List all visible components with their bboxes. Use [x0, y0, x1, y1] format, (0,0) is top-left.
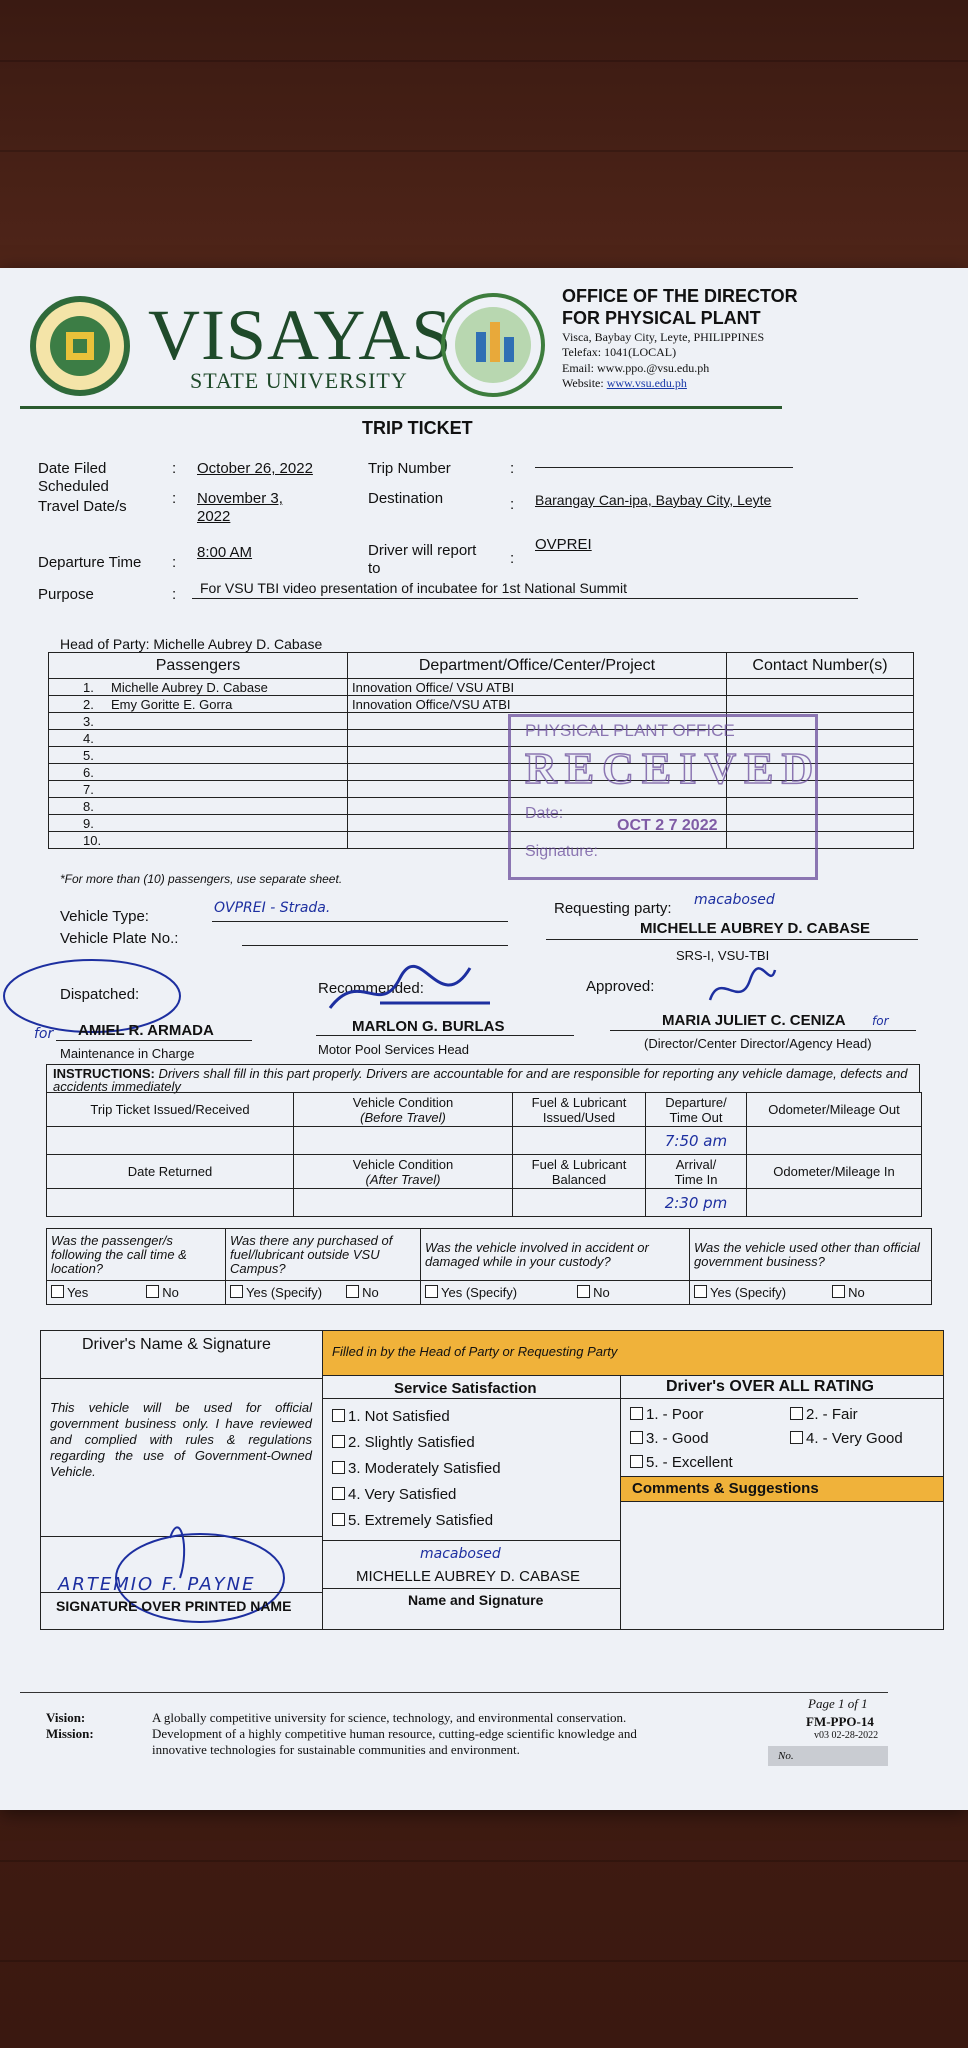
question-4: Was the vehicle used other than official government business? — [690, 1229, 932, 1281]
time-in-value: 2:30 pm — [646, 1189, 747, 1217]
checkbox[interactable] — [51, 1285, 64, 1298]
physical-plant-gear-logo — [440, 292, 546, 398]
passenger-name: Emy Goritte E. Gorra — [111, 696, 233, 712]
mission-label: Mission: — [46, 1726, 94, 1741]
date-filed-value: October 26, 2022 — [197, 460, 313, 477]
service-option-5[interactable]: 5. Extremely Satisfied — [332, 1512, 493, 1529]
passenger-name: Michelle Aubrey D. Cabase — [111, 679, 268, 695]
approved-title: (Director/Center Director/Agency Head) — [644, 1036, 872, 1051]
office-website — [562, 376, 687, 391]
approved-label: Approved: — [586, 978, 655, 995]
form-number-label: No. — [778, 1750, 794, 1762]
table-row: 8. — [49, 798, 914, 815]
recommended-label: Recommended: — [318, 980, 424, 997]
vehicle-condition-after: Vehicle Condition (After Travel) — [294, 1155, 513, 1189]
fuel-balanced-header: Fuel & Lubricant Balanced — [513, 1155, 646, 1189]
dispatched-title: Maintenance in Charge — [60, 1046, 195, 1061]
table-row: 5. — [49, 747, 914, 764]
service-header: Service Satisfaction — [394, 1380, 537, 1397]
office-address: Visca, Baybay City, Leyte, PHILIPPINES — [562, 330, 765, 344]
requesting-title: SRS-I, VSU-TBI — [676, 948, 770, 963]
purpose-value: For VSU TBI video presentation of incubatee for 1st National Summit — [200, 580, 627, 596]
rater-signature: macabosed — [420, 1546, 501, 1562]
trip-ticket-document — [0, 268, 968, 1810]
travel-date-value-1: November 3, — [197, 490, 283, 507]
stamp-signature-label: Signature: — [525, 843, 598, 860]
q4-yes-option[interactable]: Yes (Specify) — [694, 1285, 786, 1300]
checkbox[interactable] — [790, 1431, 803, 1444]
approved-line — [610, 1030, 916, 1031]
checkbox[interactable] — [425, 1285, 438, 1298]
departure-time-label: Departure Time — [38, 554, 142, 571]
table-row: 10. — [49, 832, 914, 849]
wood-grain — [0, 1960, 968, 1962]
wood-grain — [0, 1860, 968, 1862]
trip-number-label: Trip Number — [368, 460, 451, 477]
trip-record-table — [46, 1092, 922, 1217]
col-passengers: Passengers — [49, 653, 348, 679]
requesting-line — [546, 939, 918, 940]
requesting-name: MICHELLE AUBREY D. CABASE — [640, 920, 871, 937]
question-1: Was the passenger/s following the call time & location? — [47, 1229, 226, 1281]
q1-no-option[interactable]: No — [146, 1285, 179, 1300]
page-number: Page 1 of 1 — [808, 1696, 868, 1711]
dispatched-line — [56, 1040, 252, 1041]
office-telefax: Telefax: 1041(LOCAL) — [562, 345, 677, 359]
destination-label: Destination — [368, 490, 444, 507]
checkbox[interactable] — [230, 1285, 243, 1298]
checkbox[interactable] — [332, 1487, 345, 1500]
checkbox[interactable] — [832, 1285, 845, 1298]
colon: : — [172, 490, 177, 507]
office-title-1: OFFICE OF THE DIRECTOR — [562, 286, 798, 306]
table-row: 7. — [49, 781, 914, 798]
approved-initials: for — [872, 1014, 889, 1028]
recommended-signature — [320, 948, 500, 1028]
stamp-received: RECEIVED — [525, 744, 822, 793]
overall-option-3[interactable]: 3. - Good — [630, 1430, 709, 1447]
checkbox[interactable] — [790, 1407, 803, 1420]
overall-option-4[interactable]: 4. - Very Good — [790, 1430, 903, 1447]
table-row: 1. Michelle Aubrey D. Cabase Innovation Office/ VSU ATBI — [49, 679, 914, 696]
arrival-header: Arrival/ Time In — [646, 1155, 747, 1189]
passenger-dept: Innovation Office/VSU ATBI — [348, 696, 727, 713]
colon: : — [510, 460, 515, 477]
requesting-signature: macabosed — [694, 892, 775, 908]
vision-text: A globally competitive university for science, technology, and environmental conservation. — [152, 1710, 627, 1725]
checkbox[interactable] — [577, 1285, 590, 1298]
q3-yes-option[interactable]: Yes (Specify) — [425, 1285, 517, 1300]
received-stamp — [508, 714, 822, 880]
rating-header-line — [323, 1398, 943, 1399]
service-option-1[interactable]: 1. Not Satisfied — [332, 1408, 450, 1425]
passenger-dept: Innovation Office/ VSU ATBI — [348, 679, 727, 696]
rating-column-divider — [620, 1375, 621, 1630]
driver-footer-line — [40, 1592, 322, 1593]
comments-area[interactable] — [622, 1502, 942, 1628]
rater-sign-line — [323, 1540, 620, 1541]
footer-divider — [20, 1692, 888, 1693]
recommended-line — [316, 1035, 574, 1036]
comments-label: Comments & Suggestions — [632, 1480, 819, 1497]
colon: : — [172, 586, 177, 603]
office-email: Email: www.ppo.@vsu.edu.ph — [562, 361, 710, 375]
question-3: Was the vehicle involved in accident or damaged while in your custody? — [421, 1229, 690, 1281]
purpose-label: Purpose — [38, 586, 94, 603]
checkbox[interactable] — [630, 1407, 643, 1420]
mission-text-1: Development of a highly competitive human resource, cutting-edge scientific knowledge and — [152, 1726, 637, 1741]
form-version: v03 02-28-2022 — [814, 1730, 879, 1741]
table-row: 9. — [49, 815, 914, 832]
checkbox[interactable] — [694, 1285, 707, 1298]
vehicle-type-label: Vehicle Type: — [60, 908, 149, 925]
rater-name-line — [323, 1588, 620, 1589]
table-row: 3. — [49, 713, 914, 730]
driver-footer: SIGNATURE OVER PRINTED NAME — [56, 1598, 292, 1614]
checkbox[interactable] — [332, 1409, 345, 1422]
q2-no-option[interactable]: No — [346, 1285, 379, 1300]
driver-header: Driver's Name & Signature — [82, 1336, 271, 1353]
website-label: Website: — [562, 376, 607, 390]
vehicle-type-line — [212, 921, 508, 922]
departure-header: Departure/ Time Out — [646, 1093, 747, 1127]
date-returned-header: Date Returned — [47, 1155, 294, 1189]
checkbox[interactable] — [630, 1431, 643, 1444]
rater-name-label: Name and Signature — [408, 1592, 544, 1608]
office-title-2: FOR PHYSICAL PLANT — [562, 308, 761, 328]
instructions-text: Drivers shall fill in this part properly. Drivers are accountable for and are responsible for reporting any vehicle damage, defects and accidents immediately — [53, 1066, 908, 1094]
q2-yes-option[interactable]: Yes (Specify) — [230, 1285, 322, 1300]
passengers-note: *For more than (10) passengers, use separate sheet. — [60, 872, 343, 886]
purpose-underline — [192, 598, 858, 599]
dispatched-name: AMIEL R. ARMADA — [78, 1022, 214, 1039]
rater-name: MICHELLE AUBREY D. CABASE — [356, 1568, 580, 1585]
overall-option-2[interactable]: 2. - Fair — [790, 1406, 858, 1423]
table-row: 4. — [49, 730, 914, 747]
mission-text-2: innovative technologies for sustainable communities and environment. — [152, 1742, 520, 1757]
checkbox[interactable] — [146, 1285, 159, 1298]
dispatched-prefix: for — [34, 1026, 54, 1042]
university-sub: STATE UNIVERSITY — [190, 368, 408, 393]
scheduled-label: Scheduled — [38, 478, 109, 495]
document-title: TRIP TICKET — [362, 418, 473, 438]
ticket-issued-header: Trip Ticket Issued/Received — [47, 1093, 294, 1127]
fuel-issued-header: Fuel & Lubricant Issued/Used — [513, 1093, 646, 1127]
checkbox[interactable] — [332, 1513, 345, 1526]
service-option-4[interactable]: 4. Very Satisfied — [332, 1486, 456, 1503]
requesting-label: Requesting party: — [554, 900, 672, 917]
head-of-party: Head of Party: Michelle Aubrey D. Cabase — [60, 636, 323, 652]
dispatched-label: Dispatched: — [60, 986, 140, 1003]
vision-label: Vision: — [46, 1710, 86, 1725]
travel-date-value-2: 2022 — [197, 508, 231, 525]
questions-table — [46, 1228, 932, 1305]
header-divider — [20, 406, 782, 409]
driver-report-label-2: to — [368, 560, 381, 577]
rating-banner-text: Filled in by the Head of Party or Requesting Party — [332, 1344, 618, 1359]
website-link[interactable]: www.vsu.edu.ph — [606, 376, 687, 390]
service-option-3[interactable]: 3. Moderately Satisfied — [332, 1460, 501, 1477]
driver-report-value: OVPREI — [535, 536, 592, 553]
colon: : — [172, 460, 177, 477]
vehicle-condition-before: Vehicle Condition (Before Travel) — [294, 1093, 513, 1127]
departure-time-value: 8:00 AM — [197, 544, 253, 561]
recommended-name: MARLON G. BURLAS — [352, 1018, 505, 1035]
driver-printed-name: ARTEMIO F. PAYNE — [58, 1574, 256, 1595]
form-code: FM-PPO-14 — [806, 1714, 874, 1729]
destination-value: Barangay Can-ipa, Baybay City, Leyte — [535, 492, 772, 508]
approved-signature — [700, 960, 780, 1020]
colon: : — [510, 550, 515, 567]
university-seal-logo — [28, 294, 132, 398]
date-filed-label: Date Filed — [38, 460, 107, 477]
col-department: Department/Office/Center/Project — [348, 653, 727, 679]
travel-dates-label: Travel Date/s — [38, 498, 127, 515]
service-option-2[interactable]: 2. Slightly Satisfied — [332, 1434, 475, 1451]
trip-number-line — [535, 467, 793, 468]
driver-report-label-1: Driver will report — [368, 542, 477, 559]
driver-header-line — [40, 1378, 322, 1379]
wood-grain — [0, 150, 968, 152]
overall-header: Driver's OVER ALL RATING — [666, 1378, 874, 1395]
vehicle-plate-label: Vehicle Plate No.: — [60, 930, 179, 947]
vehicle-type-value: OVPREI - Strada. — [214, 900, 331, 916]
colon: : — [510, 496, 515, 513]
checkbox[interactable] — [332, 1461, 345, 1474]
question-2: Was there any purchased of fuel/lubricant outside VSU Campus? — [226, 1229, 421, 1281]
col-contact: Contact Number(s) — [727, 653, 914, 679]
colon: : — [172, 554, 177, 571]
checkbox[interactable] — [630, 1455, 643, 1468]
overall-option-5[interactable]: 5. - Excellent — [630, 1454, 733, 1471]
odometer-out-header: Odometer/Mileage Out — [747, 1093, 922, 1127]
stamp-office: PHYSICAL PLANT OFFICE — [525, 721, 735, 740]
q3-no-option[interactable]: No — [577, 1285, 610, 1300]
recommended-title: Motor Pool Services Head — [318, 1042, 470, 1057]
driver-statement: This vehicle will be used for official government business only. I have reviewed and complied with rules & regulations regarding the use of Government-Owned Vehicle. — [50, 1400, 312, 1479]
instructions-box — [46, 1064, 920, 1092]
university-name: VISAYAS — [148, 295, 453, 375]
wood-grain — [0, 60, 968, 62]
stamp-date-label: Date: — [525, 805, 564, 822]
approved-name: MARIA JULIET C. CENIZA — [662, 1012, 846, 1029]
q1-yes-option[interactable]: Yes — [51, 1285, 88, 1300]
table-row: 2. Emy Goritte E. Gorra Innovation Office/VSU ATBI — [49, 696, 914, 713]
odometer-in-header: Odometer/Mileage In — [747, 1155, 922, 1189]
table-row: 6. — [49, 764, 914, 781]
q4-no-option[interactable]: No — [832, 1285, 865, 1300]
overall-option-1[interactable]: 1. - Poor — [630, 1406, 704, 1423]
vehicle-plate-line — [242, 945, 508, 946]
time-out-value: 7:50 am — [646, 1127, 747, 1155]
checkbox[interactable] — [332, 1435, 345, 1448]
checkbox[interactable] — [346, 1285, 359, 1298]
instructions-label: INSTRUCTIONS: — [53, 1066, 155, 1081]
stamp-date: OCT 2 7 2022 — [617, 817, 718, 834]
